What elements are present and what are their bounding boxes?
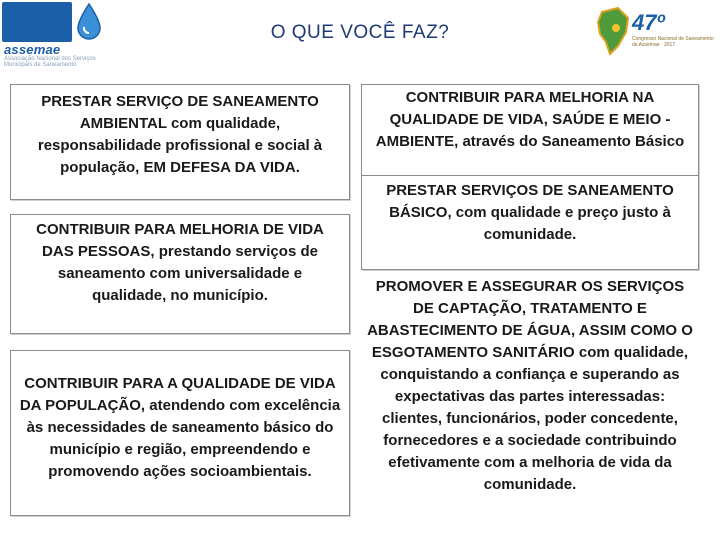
mission-box-3 (10, 350, 350, 516)
congress-number: 47º (632, 10, 665, 35)
congress-logo (596, 2, 718, 60)
mission-text-5: PRESTAR SERVIÇOS DE SANEAMENTO BÁSICO, com qualidade e preço justo à comunidade. (386, 182, 674, 243)
mission-box-5 (361, 176, 699, 270)
mission-box-6 (361, 276, 699, 538)
mission-text-6: PROMOVER E ASSEGURAR OS SERVIÇOS DE CAPTAÇÃO, TRATAMENTO E ABASTECIMENTO DE ÁGUA, ASSIM COMO O ESGOTAMENTO SANITÁRIO com qualidade, conquistando a confiança e superando as expectativas das partes interessadas: clientes, funcionários, poder concedente, fornecedores e a sociedade contribuindo efetivamente com a melhoria de vida da comunidade. (367, 278, 693, 493)
congress-subtitle: Congresso Nacional de Saneamento da Assemae · 2017 (632, 36, 714, 48)
brazil-map-icon (596, 6, 630, 56)
mission-text-3: CONTRIBUIR PARA A QUALIDADE DE VIDA DA POPULAÇÃO, atendendo com excelência às necessidades de saneamento básico do município e região, empreendendo e promovendo ações socioambientais. (19, 375, 341, 480)
mission-box-1 (10, 84, 350, 200)
logo-brand: assemae (4, 42, 61, 57)
mission-box-2 (10, 214, 350, 334)
mission-text-1: PRESTAR SERVIÇO DE SANEAMENTO AMBIENTAL com qualidade, responsabilidade profissional e social à população, EM DEFESA DA VIDA. (37, 93, 323, 176)
mission-text-4: CONTRIBUIR PARA MELHORIA NA QUALIDADE DE VIDA, SAÚDE E MEIO -AMBIENTE, através do Saneamento Básico (375, 89, 685, 150)
page-title: O QUE VOCÊ FAZ? (270, 22, 450, 43)
header (0, 0, 720, 70)
logo-tagline: Associação Nacional dos Serviços Municipais de Saneamento (4, 56, 96, 68)
mission-box-4 (361, 84, 699, 176)
mission-text-2: CONTRIBUIR PARA MELHORIA DE VIDA DAS PESSOAS, prestando serviços de saneamento com universalidade e qualidade, no município. (36, 221, 324, 304)
